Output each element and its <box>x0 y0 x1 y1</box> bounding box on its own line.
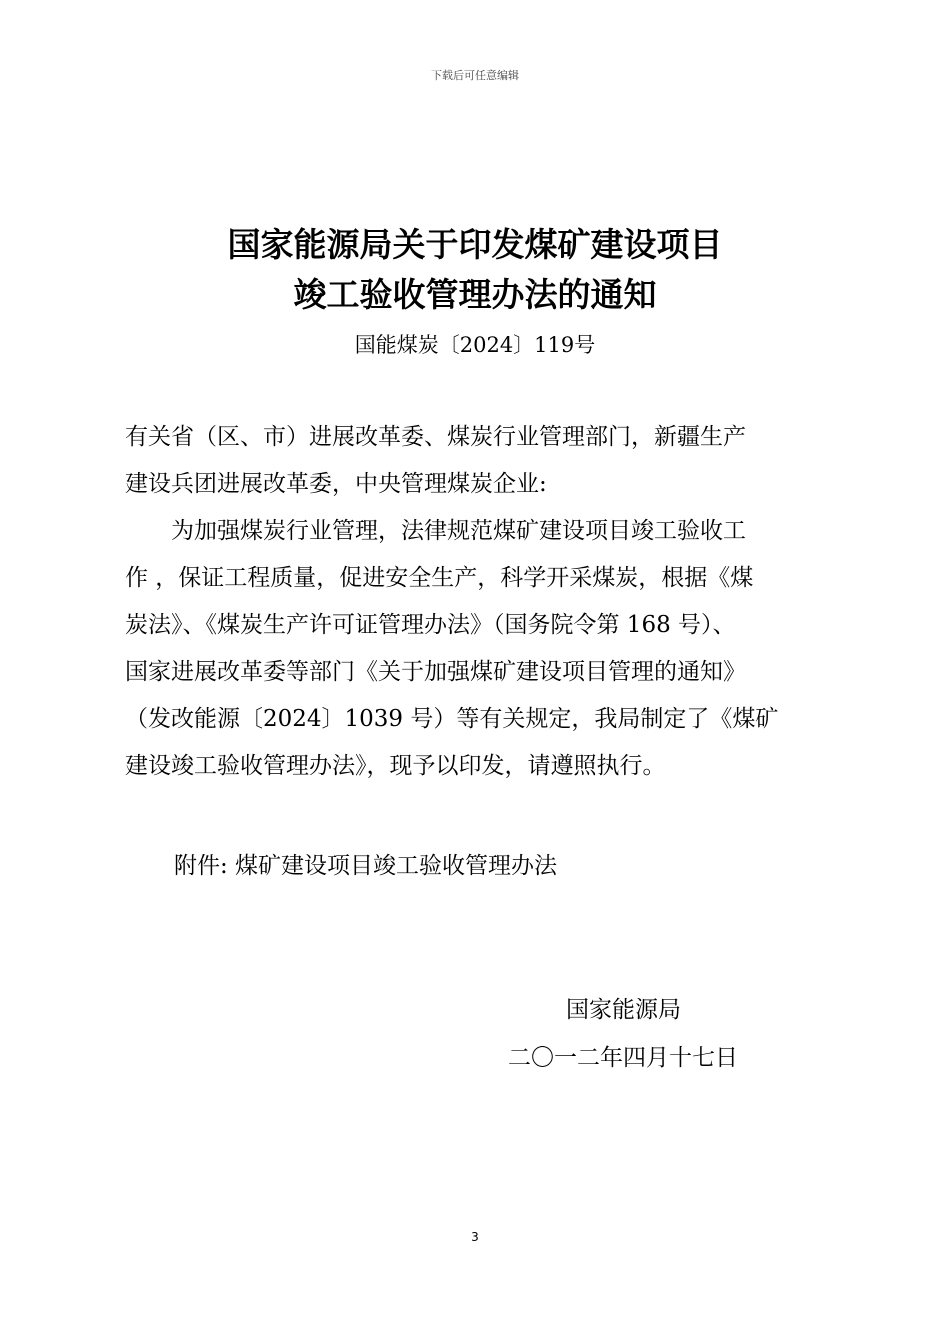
paragraph-line: 建设竣工验收管理办法》，现予以印发，请遵照执行。 <box>125 753 666 779</box>
issue-date: 二〇一二年四月十七日 <box>508 1045 738 1071</box>
addressee-line: 建设兵团进展改革委，中央管理煤炭企业: <box>125 471 547 497</box>
addressee-line: 有关省（区、市）进展改革委、煤炭行业管理部门，新疆生产 <box>125 424 746 450</box>
paragraph-line: 作 ，保证工程质量，促进安全生产，科学开采煤炭，根据《煤 <box>125 565 754 591</box>
paragraph-line: 国家进展改革委等部门《关于加强煤矿建设项目管理的通知》 <box>125 659 746 685</box>
header-note: 下载后可任意编辑 <box>431 69 519 82</box>
document-number: 国能煤炭〔2024〕119号 <box>354 333 596 357</box>
attachment-line: 附件: 煤矿建设项目竣工验收管理办法 <box>174 853 558 879</box>
document-title-line-1: 国家能源局关于印发煤矿建设项目 <box>227 225 723 264</box>
paragraph-line: 炭法》、《煤炭生产许可证管理办法》（国务院令第 168 号）、 <box>125 612 736 638</box>
addressee <box>125 414 837 508</box>
page-number: 3 <box>471 1230 479 1244</box>
main-paragraph <box>125 508 837 790</box>
document-title-line-2: 竣工验收管理办法的通知 <box>293 275 657 314</box>
paragraph-line: （发改能源〔2024〕1039 号）等有关规定，我局制定了《煤矿 <box>125 706 779 732</box>
issuer-name: 国家能源局 <box>566 997 681 1023</box>
paragraph-line: 为加强煤炭行业管理，法律规范煤矿建设项目竣工验收工 <box>171 518 746 544</box>
